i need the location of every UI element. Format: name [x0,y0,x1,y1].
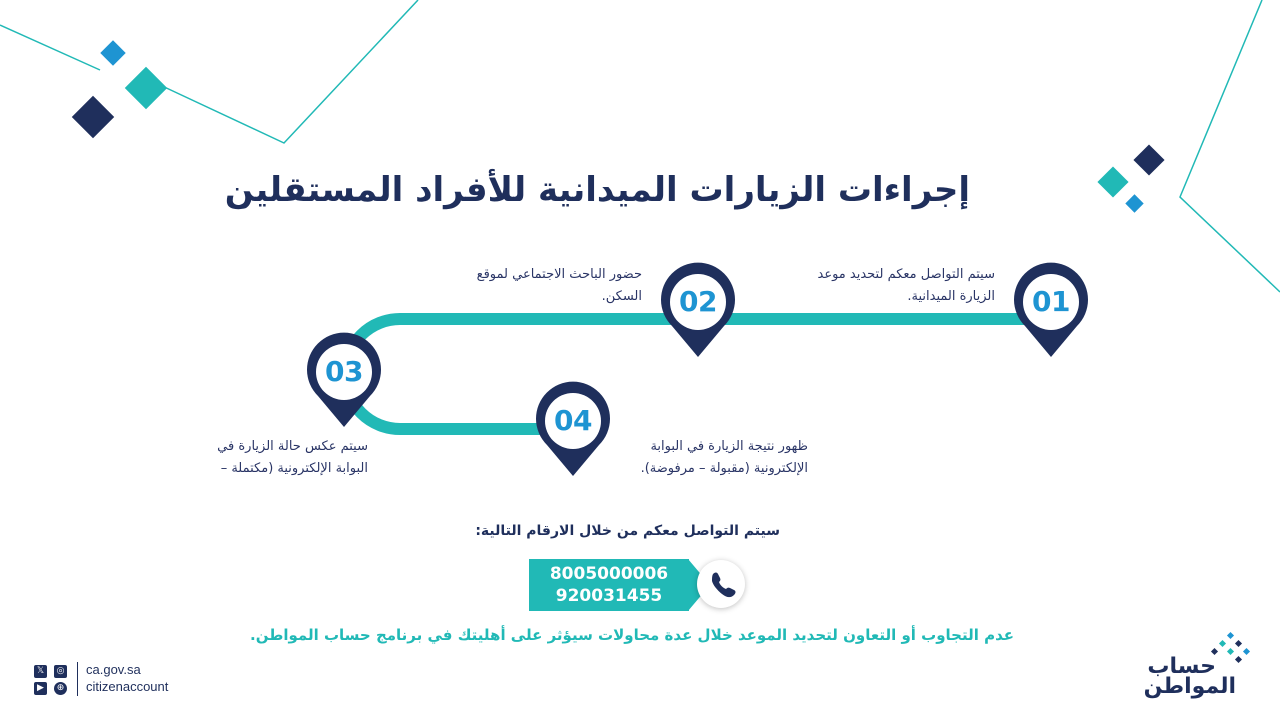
phone-icon-badge [697,560,745,608]
footer-divider [77,662,78,696]
footer-link-handle[interactable]: citizenaccount [86,679,169,694]
phone-number-1: 8005000006 [549,564,669,584]
diamond-small-blue-left [100,40,125,65]
step-02-text: حضور الباحث الاجتماعي لموقع السكن. [476,267,642,304]
instagram-icon[interactable]: ◎ [54,665,67,678]
logo-line2: المواطن [1143,674,1236,699]
page-title: إجراءات الزيارات الميدانية للأفراد المستقلين [224,170,970,210]
footer-links [86,661,168,695]
step-04-text: ظهور نتيجة الزيارة في البوابة الإلكترونية (مقبولة – مرفوضة). [640,439,808,476]
logo-dots-icon [1211,632,1250,663]
phone-number-2: 920031455 [555,586,663,606]
step-02-number: 02 [679,285,717,318]
diamond-navy-right [1133,144,1164,175]
youtube-icon[interactable]: ▶ [34,682,47,695]
top-left-lines [0,0,418,143]
step-03-text: سيتم عكس حالة الزيارة في البوابة الإلكترونية (مكتملة – [217,439,368,476]
warning-text: عدم التجاوب أو التعاون لتحديد الموعد خلال عدة محاولات سيؤثر على أهليتك في برنامج حساب المواطن. [250,626,1014,644]
step-01-number: 01 [1032,285,1070,318]
contact-lead-text: سيتم التواصل معكم من خلال الارقام التالية: [475,523,780,539]
phone-banner [529,559,689,611]
footer-link-website[interactable]: ca.gov.sa [86,662,141,677]
step-04-number: 04 [554,404,592,437]
diamond-teal-right [1097,166,1128,197]
step-03-number: 03 [325,355,363,388]
diamond-navy-left [72,96,114,138]
phone-icon [697,560,745,608]
logo-line1: حساب [1147,654,1216,679]
top-right-lines [1180,0,1280,292]
step-01-text: سيتم التواصل معكم لتحديد موعد الزيارة الميدانية. [817,267,995,304]
diamond-teal-left [125,67,167,109]
diamond-small-blue-right [1125,194,1143,212]
globe-icon[interactable]: ⊕ [54,682,67,695]
x-icon[interactable]: 𝕏 [34,665,47,678]
